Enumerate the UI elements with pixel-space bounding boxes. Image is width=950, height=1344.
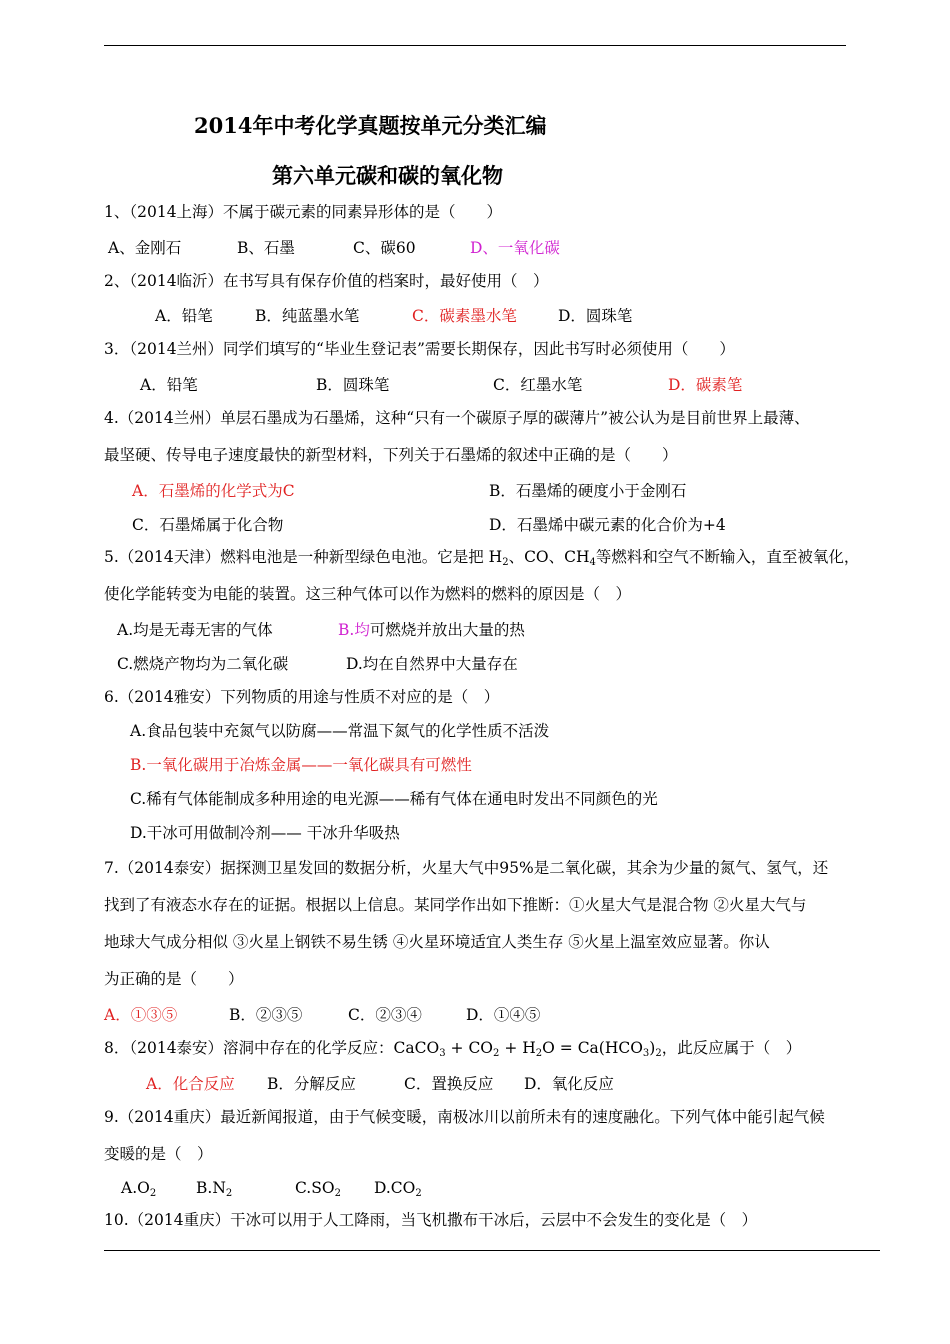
q9-option-b: $B.N_2$ xyxy=(196,1179,233,1199)
q7-stem-line1: 7.（2014泰安）据探测卫星发回的数据分析，火星大气中95%是二氧化碳，其余为少量的氮气、氢气，还 xyxy=(104,859,829,877)
q6-stem: 6.（2014雅安）下列物质的用途与性质不对应的是（ ） xyxy=(104,688,500,706)
q4-option-a-answer: A．石墨烯的化学式为C xyxy=(132,482,295,500)
footer-rule xyxy=(104,1250,880,1251)
q8-option-c: C．置换反应 xyxy=(404,1075,494,1093)
q6-option-a: A.食品包装中充氮气以防腐——常温下氮气的化学性质不活泼 xyxy=(130,722,550,740)
q5-stem-line2: 使化学能转变为电能的装置。这三种气体可以作为燃料的燃料的原因是（ ） xyxy=(104,585,632,603)
header-rule xyxy=(104,45,846,46)
q9-option-d: $D.CO_2$ xyxy=(374,1179,422,1199)
q3-option-d-answer: D．碳素笔 xyxy=(668,376,743,394)
q1-option-a: A、金刚石 xyxy=(108,239,182,257)
q4-stem-line2: 最坚硬、传导电子速度最快的新型材料，下列关于石墨烯的叙述中正确的是（ ） xyxy=(104,446,678,464)
q5-option-b-answer: B.均可燃烧并放出大量的热 xyxy=(338,621,525,639)
q9-stem-line1: 9.（2014重庆）最近新闻报道，由于气候变暖，南极冰川以前所未有的速度融化。下列气体中能引起气候 xyxy=(104,1108,825,1126)
q8-option-a-answer: A．化合反应 xyxy=(146,1075,235,1093)
q2-option-d: D．圆珠笔 xyxy=(558,307,633,325)
page-title: 2014年中考化学真题按单元分类汇编 xyxy=(194,113,547,138)
q9-option-c: $C.SO_2$ xyxy=(295,1179,341,1199)
q4-option-d: D．石墨烯中碳元素的化合价为+4 xyxy=(489,516,726,534)
q7-stem-line3: 地球大气成分相似 ③火星上钢铁不易生锈 ④火星环境适宜人类生存 ⑤火星上温室效应显著。你认 xyxy=(104,933,770,951)
q7-stem-line2: 找到了有液态水存在的证据。根据以上信息。某同学作出如下推断：①火星大气是混合物 ②火星大气与 xyxy=(104,896,807,914)
q2-option-a: A．铅笔 xyxy=(155,307,213,325)
q7-stem-line4: 为正确的是（ ） xyxy=(104,970,244,988)
q5-option-c: C.燃烧产物均为二氧化碳 xyxy=(117,655,289,673)
q2-option-c-answer: C．碳素墨水笔 xyxy=(412,307,517,325)
q5-option-d: D.均在自然界中大量存在 xyxy=(346,655,518,673)
q3-option-a: A．铅笔 xyxy=(140,376,198,394)
q3-option-b: B．圆珠笔 xyxy=(316,376,390,394)
q3-stem: 3．（2014兰州）同学们填写的“毕业生登记表”需要长期保存，因此书写时必须使用（ ） xyxy=(104,340,735,358)
q7-option-d: D．①④⑤ xyxy=(466,1006,541,1024)
q6-option-b-answer: B.一氧化碳用于冶炼金属——一氧化碳具有可燃性 xyxy=(130,756,472,774)
page-subtitle: 第六单元碳和碳的氧化物 xyxy=(272,163,503,188)
q6-option-c: C.稀有气体能制成多种用途的电光源——稀有气体在通电时发出不同颜色的光 xyxy=(130,790,658,808)
q3-option-c: C．红墨水笔 xyxy=(493,376,583,394)
q4-stem-line1: 4.（2014兰州）单层石墨成为石墨烯，这种“只有一个碳原子厚的碳薄片”被公认为是目前世界上最薄、 xyxy=(104,409,810,427)
q5-option-a: A.均是无毒无害的气体 xyxy=(117,621,273,639)
q2-option-b: B．纯蓝墨水笔 xyxy=(255,307,360,325)
q8-stem: 8．（2014泰安）溶洞中存在的化学反应：CaCO$_3$ + $CO_2 + H_2O = Ca(HCO_3)_2$，此反应属于（ ） xyxy=(104,1039,802,1059)
q5-stem-line1: 5.（2014天津）燃料电池是一种新型绿色电池。它是把 $H_2$、CO、$CH_4$等燃料和空气不断输入，直至被氧化， xyxy=(104,548,860,568)
q7-option-b: B．②③⑤ xyxy=(229,1006,303,1024)
q2-stem: 2、（2014临沂）在书写具有保存价值的档案时，最好使用（ ） xyxy=(104,272,549,290)
q7-option-c: C．②③④ xyxy=(348,1006,422,1024)
q9-stem-line2: 变暖的是（ ） xyxy=(104,1145,213,1163)
q7-option-a-answer: A．①③⑤ xyxy=(104,1006,178,1024)
q4-option-b: B．石墨烯的硬度小于金刚石 xyxy=(489,482,687,500)
q6-option-d: D.干冰可用做制冷剂—— 干冰升华吸热 xyxy=(130,824,400,842)
q1-option-d-answer: D、一氧化碳 xyxy=(470,239,560,257)
q1-option-b: B、石墨 xyxy=(237,239,295,257)
q10-stem: 10.（2014重庆）干冰可以用于人工降雨，当飞机撒布干冰后，云层中不会发生的变化是（ ） xyxy=(104,1211,758,1229)
q1-stem: 1、（2014上海）不属于碳元素的同素异形体的是（ ） xyxy=(104,203,503,221)
q9-option-a: $A.O_2$ xyxy=(121,1179,157,1199)
q1-option-c: C、碳60 xyxy=(353,239,416,257)
q8-option-b: B．分解反应 xyxy=(267,1075,356,1093)
q8-option-d: D．氧化反应 xyxy=(524,1075,614,1093)
q4-option-c: C．石墨烯属于化合物 xyxy=(132,516,284,534)
